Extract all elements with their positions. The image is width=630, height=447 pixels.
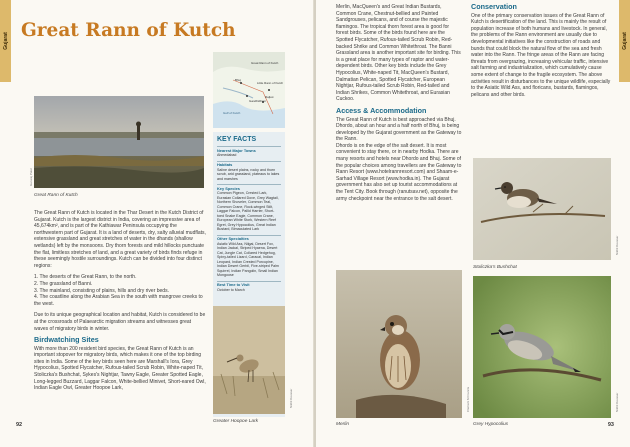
geo-paragraph: Due to its unique geographical location and habitat, Kutch is considered to be at the crossroads of Palaearctic migration streams and witnesses great waves of migratory birds in winter. — [34, 312, 206, 332]
lark-image — [213, 306, 285, 414]
key-facts-title: KEY FACTS — [217, 136, 257, 143]
key-facts-section — [217, 184, 281, 232]
main-photo-credit: Gururaj Patel — [29, 168, 33, 186]
conservation-heading: Conservation — [471, 2, 517, 11]
key-facts-text: Ahmedabad — [217, 153, 237, 157]
map-label-gandhidham: Gandhidham — [249, 99, 267, 103]
hypocolius-photo-credit: Nikhil Devasar — [615, 392, 619, 412]
map-label-gulf: Gulf of Kutch — [223, 111, 241, 115]
merlin-image — [336, 270, 462, 418]
thumb-tab-label: Gujarat — [621, 32, 628, 50]
bushchat-photo — [473, 158, 611, 260]
key-facts-heading: Habitats — [217, 161, 281, 168]
thumb-tab-right — [619, 0, 630, 82]
key-facts-text: Common Pigeon, Crested Lark, Eurasian Collared Dove, Grey Wagtail, Northern Shoveler, Common Teal, Common Crane, Rock-winged Stilt, Laggar Falcon, Pallid Harrier, Short-toed Snake Eagle, Common Crane, European White Stork, Western Reef Egret, Grey Hypocolius, Great Indian Bustard, Bimaculated Lark — [217, 191, 279, 231]
lark-photo — [213, 306, 285, 414]
map-label-bhuj: Bhuj — [235, 78, 242, 82]
list-item: 3. The mainland, consisting of plains, hills and dry river beds. — [34, 287, 169, 294]
key-facts-heading: Best Time to Visit — [217, 281, 281, 288]
landscape-image — [34, 96, 204, 188]
birdwatching-heading: Birdwatching Sites — [34, 335, 99, 345]
merlin-photo-caption: Merlin — [336, 422, 350, 427]
bushchat-photo-credit: Nikhil Devasar — [615, 235, 619, 255]
map-label-little-rann: Little Rann of Kutch — [257, 81, 284, 85]
lark-photo-caption: Greater Hoopoe Lark — [213, 419, 259, 424]
access-paragraph-1: The Great Rann of Kutch is best approached via Bhuj. Dhordo, about an hour and a half north of Bhuj, is being developed by the Gujarat government as the Gateway to the Rann. — [336, 116, 462, 143]
right-column-2 — [471, 4, 613, 103]
key-facts-heading: Nearest Major Towns — [217, 146, 281, 153]
hypocolius-image — [473, 276, 611, 418]
bushchat-photo-caption: Stoliczka's Bushchat — [473, 265, 517, 270]
page-number-left: 92 — [16, 422, 23, 428]
thumb-tab-left — [0, 0, 11, 82]
main-photo-caption: Great Rann of Kutch — [34, 193, 78, 198]
merlin-photo-credit: Clement M Francis — [466, 386, 470, 412]
key-facts-section — [217, 235, 281, 278]
hypocolius-photo-caption: Grey Hypocolius — [473, 422, 509, 427]
access-paragraph-2: Dhordo is on the edge of the salt desert. It is most convenient to stay there, or in nearby Hodka. There are many resorts and hotels near Dhordo and Bhuj. Some of the popular choices among travellers are the Gateway to Rann Resort (www.hotelrannresort.com) and Shaam-e-Sarhad Village Resort (www.hodka.in). The Gujarat government has also set up tourist accommodations at the Tent City. Book through (ranutsav.net), opposite the army checkpoint near the entrance to the salt desert. — [336, 142, 462, 202]
bushchat-image — [473, 158, 611, 260]
right-page — [316, 0, 630, 447]
conservation-paragraph: One of the primary conservation issues of the Great Rann of Kutch is desertification of the land. This is mainly the result of population increase of both humans and livestock. In general, the problems of the Rann environment are usually due to developmental initiatives like the construction of roads and bunds that could block the natural flow of the sea and fresh water into the Rann. The fringe areas of the Rann are facing threats from overgrazing, increasing vehicular traffic, intensive salt farming and industrialization, which cumulatively cause some extent of change to the fragile ecosystem. The above activities result in disturbances to the unique wildlife, especially to the Asiatic Wild Ass, and floricans, bustards, flamingos, pelicans and other birds. — [471, 12, 611, 98]
intro-paragraph: The Great Rann of Kutch is located in the Thar Desert in the Kutch District of Gujarat. Kutch is the largest district in India, covering an impressive area of 45,674km², and is part of the Kathiawar Peninsula occupying the northwestern part of Gujarat. It is a land of deserts, dry, salty alluvial mudflats, extensive grassland and great stretches of water in the dhands (shallow wetlands) left by the monsoons. Dry thorn forests and mild hillocks punctuate the flat, limitless stretches of land, and a great variety of birds finds refuge in these seemingly hostile surroundings. Kutch can be divided into four distinct regions: — [34, 210, 206, 269]
regions-list — [34, 274, 206, 307]
right-column-1 — [336, 4, 462, 207]
map-label-rajkot: Rajkot — [265, 95, 274, 99]
thumb-tab-label: Gujarat — [2, 32, 9, 50]
key-facts-text: October to March — [217, 287, 245, 292]
location-map — [213, 52, 285, 128]
key-facts-section — [217, 161, 281, 182]
list-item: 4. The coastline along the Arabian Sea in the south with mangrove creeks to the west. — [34, 294, 203, 307]
left-page — [0, 0, 314, 447]
hypocolius-photo — [473, 276, 611, 418]
key-facts-heading: Other Specialties — [217, 235, 281, 242]
birdwatching-paragraph: With more than 200 resident bird species, the Great Rann of Kutch is an important stopover for migratory birds, which makes it one of the top birding sites in India. Some of the key birds seen here are Marshall's Iora, Grey Hypocolius, Spotted Flycatcher, Rufous-tailed Scrub Robin, White-naped Tit, Stoliczka's Bushchat, Sykes's Nightjar, Tawny Eagle, Greater Spotted Eagle, Long-legged Buzzard, Laggar Falcon, White-bellied Minivet, Short-eared Owl, Indian Eagle Owl, Greater Hoopoe Lark, — [34, 345, 206, 392]
birds-continued-paragraph: Merlin, MacQueen's and Great Indian Bustards, Common Crane, Chestnut-bellied and Painted Sandgrouses, pelicans, and of course the majestic flamingos. The tropical thorn forest area is good for forest birds. Some of the birds found here are the Spotted Flycatcher, Rufous-tailed Scrub Robin, Red-backed Shrike and Common Whitethroat. The Banni Grassland area is another important site for birding. This is a great place for many types of raptor and water-dependent birds. Other key birds include the Grey Hypocolius, White-naped Tit, MacQueen's Bustard, Dalmatian Pelican, Spotted Flycatcher, European Nightjar, Rufous-tailed Scrub Robin, Red-tailed and Indian Shrikes, Common Whitethroat, and Eurasian Cuckoo. — [336, 4, 461, 103]
list-item: 1. The deserts of the Great Rann, to the north. — [34, 274, 137, 281]
map-label-great-rann: Great Rann of Kutch — [251, 61, 279, 65]
lark-photo-credit: Nikhil Devasar — [289, 388, 293, 408]
key-facts-heading: Key Species — [217, 184, 281, 191]
key-facts-text: Asiatic Wild Ass, Nilgai, Desert Fox, Indian Jackal, Striped Hyaena, Desert Cat, Jungle Cat, Collared Hedgehog, Spiny-tailed Lizard, Caracal, Indian Leopard, Indian Crested Porcupine, Indian Desert Gerbil, Five-striped Palm Squirrel, Indian Pangolin, Small Indian Mongoose — [217, 241, 279, 277]
page-number-right: 93 — [607, 422, 614, 428]
left-body-text — [34, 210, 206, 397]
access-heading: Access & Accommodation — [336, 105, 427, 115]
main-landscape-photo — [34, 96, 204, 188]
page-title: Great Rann of Kutch — [21, 20, 236, 41]
key-facts-section — [217, 146, 281, 158]
merlin-photo — [336, 270, 462, 418]
list-item: 2. The grassland of Banni. — [34, 280, 93, 287]
key-facts-text: Saline desert plains, rocky and thorn scrub, arid grassland, plateaus to lakes and marshes — [217, 167, 280, 181]
key-facts-section — [217, 281, 281, 293]
map-image — [213, 52, 285, 128]
